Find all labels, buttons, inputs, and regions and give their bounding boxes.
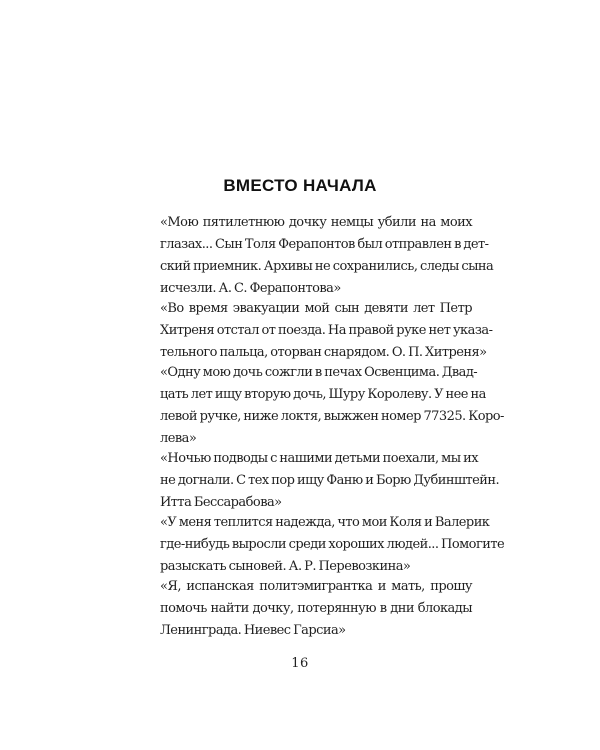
paragraph-4 [160,448,500,514]
text-line: лева» [160,431,197,446]
text-line: левой ручке, ниже локтя, выжжен номер 77325. Коро- [160,409,504,424]
text-line: «Ночью подводы с нашими детьми поехали, мы их [160,451,479,466]
text-line: «У меня теплится надежда, что мои Коля и Валерик [160,515,490,530]
text-line: где-нибудь выросли среди хороших людей... Помогите [160,537,505,552]
paragraph-3 [160,362,504,450]
text-line: «Одну мою дочь сожгли в печах Освенцима. Двад- [160,365,478,380]
text-line: исчезли. А. С. Ферапонтова» [160,281,341,296]
text-line: тельного пальца, оторван снарядом. О. П. Хитреня» [160,345,487,360]
text-line: не догнали. С тех пор ищу Фаню и Борю Дубинштейн. [160,473,500,488]
paragraph-2 [160,298,493,364]
text-line: ский приемник. Архивы не сохранились, следы сына [160,259,494,274]
text-line: «Мою пятилетнюю дочку немцы убили на моих [160,215,472,230]
paragraph-5 [160,512,505,578]
text-line: Хитреня отстал от поезда. На правой руке нет указа- [160,323,493,338]
page-number: 16 [291,656,309,671]
text-line: Ленинграда. Ниевес Гарсиа» [160,623,346,638]
text-line: «Я, испанская политэмигрантка и мать, прошу [160,579,472,594]
paragraph-6 [160,576,472,642]
text-line: «Во время эвакуации мой сын девяти лет Петр [160,301,472,316]
text-line: цать лет ищу вторую дочь, Шуру Королеву. У нее на [160,387,486,402]
text-line: помочь найти дочку, потерянную в дни блокады [160,601,472,616]
chapter-heading: ВМЕСТО НАЧАЛА [223,176,377,195]
paragraph-1 [160,212,494,300]
text-line: Итта Бессарабова» [160,495,282,510]
text-line: глазах... Сын Толя Ферапонтов был отправлен в дет- [160,237,489,252]
text-line: разыскать сыновей. А. Р. Перевозкина» [160,559,411,574]
